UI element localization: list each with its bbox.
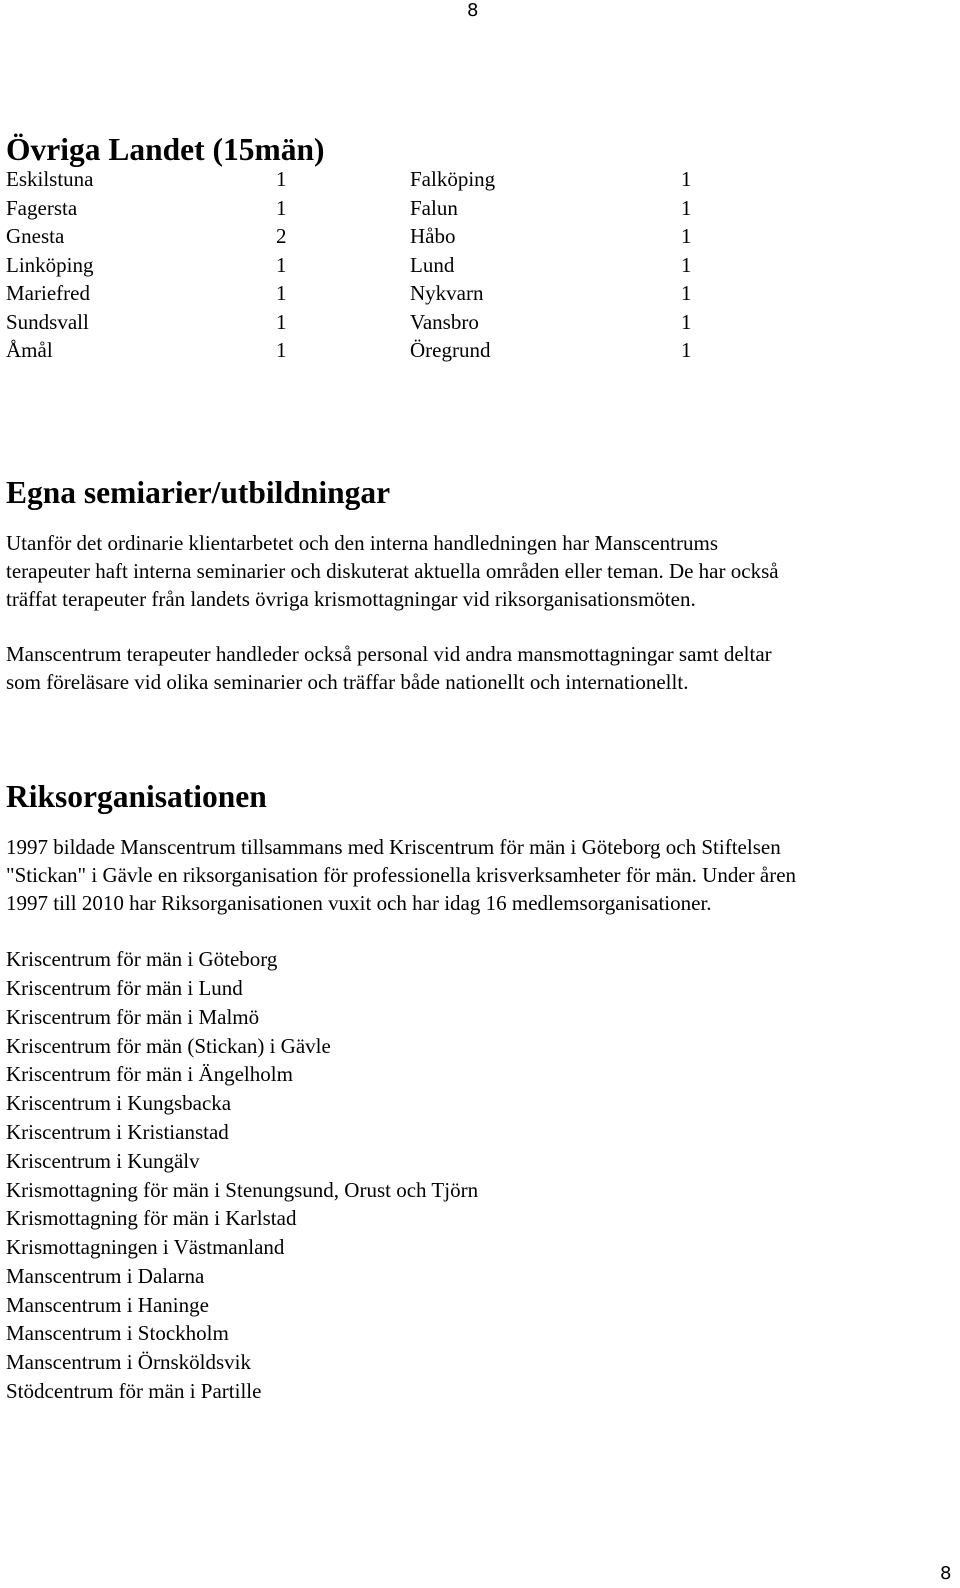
city-row (6, 251, 956, 280)
city-name: Nykvarn (410, 281, 484, 305)
page-number-bottom: 8 (940, 1563, 952, 1584)
city-count: 1 (681, 252, 692, 277)
city-count: 1 (276, 195, 287, 220)
city-name: Fagersta (6, 195, 78, 220)
city-count: 1 (681, 281, 692, 305)
city-row (6, 308, 956, 337)
document-body (6, 132, 956, 1406)
city-count: 1 (276, 252, 287, 277)
paragraph-line: träffat terapeuter från landets övriga krismottagningar vid riksorganisationsmöten. (6, 586, 696, 611)
seminarier-paragraph-1 (6, 529, 956, 614)
city-name: Åmål (6, 338, 53, 362)
city-count: 1 (681, 167, 692, 191)
city-count: 2 (276, 224, 287, 248)
city-count: 1 (681, 195, 692, 220)
city-row (6, 279, 956, 308)
member-organisation-list (6, 945, 956, 1406)
city-name: Sundsvall (6, 309, 89, 334)
member-organisation: Stödcentrum för män i Partille (6, 1379, 262, 1404)
paragraph-line: 1997 bildade Manscentrum tillsammans med Kriscentrum för män i Göteborg och Stiftelsen (6, 834, 781, 859)
city-name: Lund (410, 252, 455, 277)
city-name: Mariefred (6, 281, 90, 305)
city-count: 1 (276, 338, 287, 362)
city-name: Falköping (410, 167, 496, 191)
city-name: Linköping (6, 252, 94, 277)
member-organisation: Krismottagningen i Västmanland (6, 1235, 285, 1260)
member-organisation: Kriscentrum för män i Göteborg (6, 947, 278, 972)
city-name: Håbo (410, 224, 456, 248)
seminarier-paragraph-2 (6, 640, 956, 696)
member-organisation: Manscentrum i Örnsköldsvik (6, 1350, 251, 1375)
member-organisation: Kriscentrum i Kungsbacka (6, 1091, 232, 1116)
city-name: Gnesta (6, 224, 65, 248)
city-row (6, 165, 956, 194)
paragraph-line: "Stickan" i Gävle en riksorganisation för professionella krisverksamheter för män. Under åren (6, 862, 797, 887)
member-organisation: Kriscentrum i Kungälv (6, 1148, 200, 1173)
member-organisation: Manscentrum i Stockholm (6, 1321, 229, 1346)
paragraph-line: som föreläsare vid olika seminarier och träffar både nationellt och internationellt. (6, 670, 689, 695)
ovriga-landet-heading: Övriga Landet (15män) (6, 132, 325, 167)
paragraph-line: Manscentrum terapeuter handleder också personal vid andra mansmottagningar samt deltar (6, 642, 772, 667)
city-row (6, 194, 956, 223)
member-organisation: Manscentrum i Dalarna (6, 1263, 205, 1288)
page-number-top: 8 (467, 0, 479, 21)
member-organisation: Kriscentrum för män i Malmö (6, 1004, 260, 1029)
city-count-table (6, 165, 956, 365)
member-organisation: Kriscentrum för män (Stickan) i Gävle (6, 1033, 331, 1058)
member-organisation: Kriscentrum för män i Ängelholm (6, 1062, 293, 1087)
city-count: 1 (681, 338, 692, 362)
city-name: Vansbro (410, 309, 479, 334)
member-organisation: Kriscentrum i Kristianstad (6, 1119, 229, 1144)
member-organisation: Krismottagning för män i Stenungsund, Orust och Tjörn (6, 1177, 479, 1202)
city-row (6, 222, 956, 251)
member-organisation: Kriscentrum för män i Lund (6, 975, 243, 1000)
city-name: Falun (410, 195, 458, 220)
paragraph-line: terapeuter haft interna seminarier och diskuterat aktuella områden eller teman. De har också (6, 558, 779, 583)
seminarier-heading: Egna semiarier/utbildningar (6, 474, 391, 510)
city-count: 1 (681, 309, 692, 334)
paragraph-line: 1997 till 2010 har Riksorganisationen vuxit och har idag 16 medlemsorganisationer. (6, 890, 712, 915)
riksorganisationen-paragraph (6, 833, 956, 918)
city-name: Eskilstuna (6, 167, 94, 191)
riksorganisationen-heading: Riksorganisationen (6, 778, 267, 814)
member-organisation: Krismottagning för män i Karlstad (6, 1206, 297, 1231)
city-count: 1 (681, 224, 692, 248)
paragraph-line: Utanför det ordinarie klientarbetet och den interna handledningen har Manscentrums (6, 530, 718, 555)
city-count: 1 (276, 309, 287, 334)
city-count: 1 (276, 281, 287, 305)
city-row (6, 336, 956, 365)
city-count: 1 (276, 167, 287, 191)
city-name: Öregrund (410, 338, 491, 362)
member-organisation: Manscentrum i Haninge (6, 1292, 209, 1317)
